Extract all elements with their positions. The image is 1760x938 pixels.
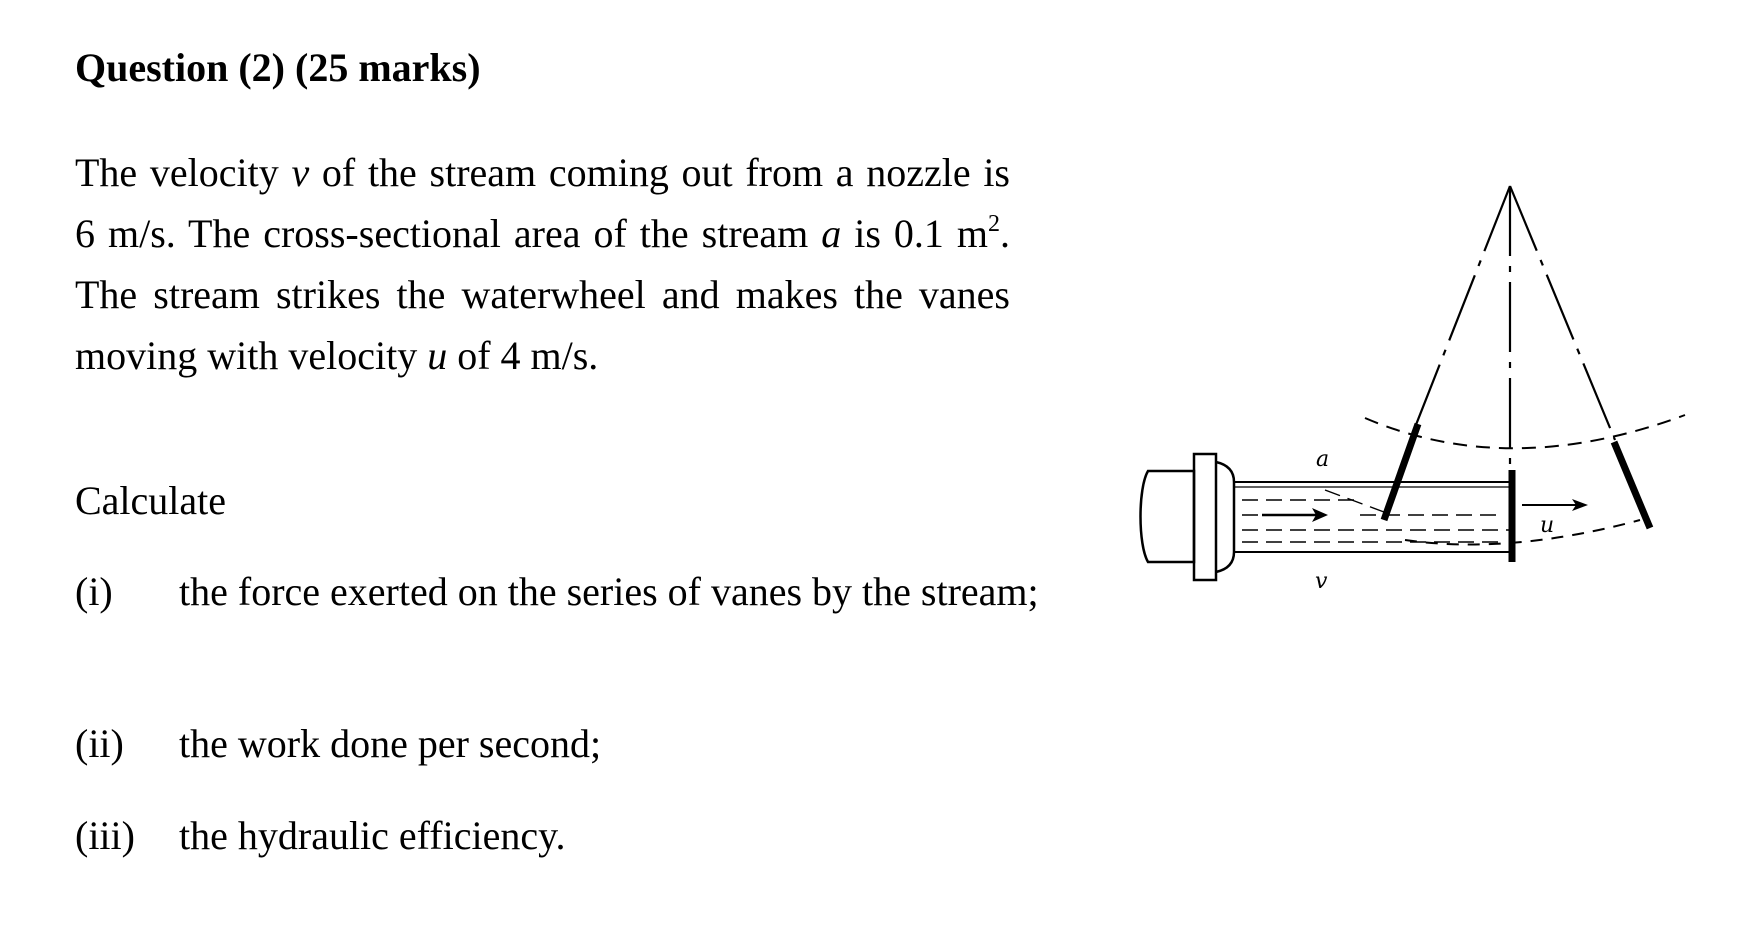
paragraph-text-4: . The stream strikes the waterwheel and makes the vanes moving with velocity — [75, 211, 1011, 378]
velocity-symbol-v: v — [291, 150, 310, 195]
item-text: the hydraulic efficiency. — [179, 813, 566, 858]
question-heading: Question (2) (25 marks) — [75, 45, 481, 90]
paragraph-text-1: The velocity — [75, 150, 292, 195]
label-a: a — [1316, 447, 1330, 472]
label-u: u — [1540, 513, 1555, 538]
paragraph-text-3: is 0.1 m — [841, 211, 989, 256]
wheel-inner-arc — [1405, 520, 1640, 545]
label-v: v — [1315, 569, 1328, 594]
arrow-v-icon — [1262, 508, 1328, 522]
superscript-2: 2 — [988, 211, 1001, 237]
item-number: (iii) — [75, 813, 135, 858]
question-paragraph — [75, 142, 1010, 386]
waterwheel-diagram — [1130, 170, 1690, 594]
paragraph-text-2: of the stream coming out from a nozzle is 6 m/s. The cross-sectional area of the stream — [75, 150, 1010, 256]
water-stream — [1234, 482, 1512, 552]
item-text: the work done per second; — [179, 721, 602, 766]
velocity-symbol-u: u — [427, 333, 448, 378]
nozzle — [1141, 454, 1235, 580]
paragraph-text-5: of 4 m/s. — [447, 333, 599, 378]
item-number: (ii) — [75, 721, 124, 766]
item-text: the force exerted on the series of vanes by the stream; — [179, 569, 1039, 614]
calculate-label: Calculate — [75, 478, 227, 523]
arrow-u-icon — [1522, 499, 1588, 511]
item-number: (i) — [75, 569, 113, 614]
area-symbol-a: a — [821, 211, 842, 256]
